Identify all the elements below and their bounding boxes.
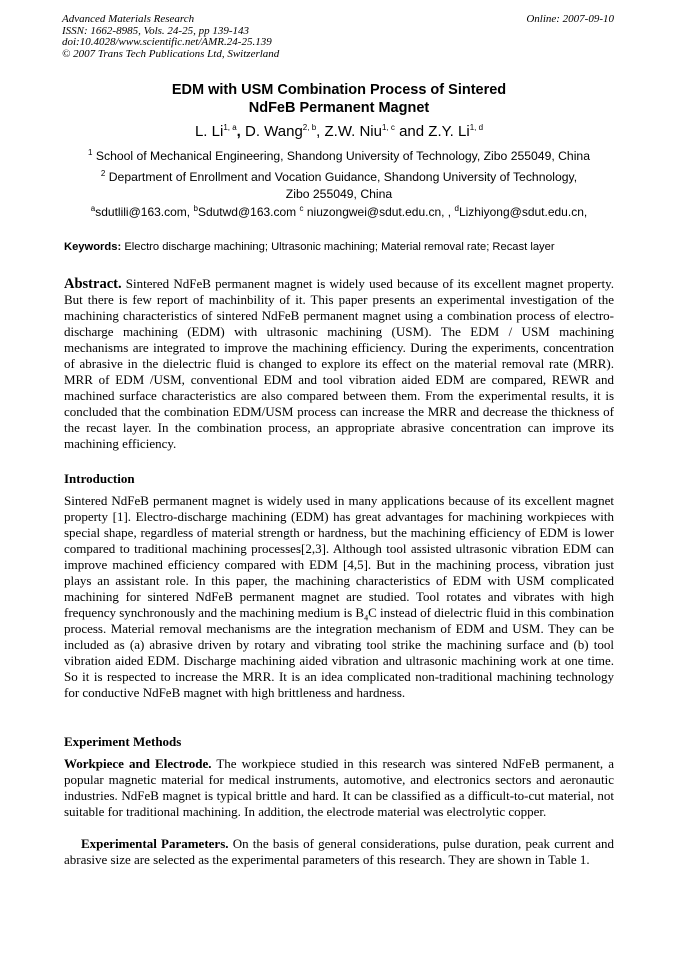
abstract-label: Abstract. (64, 276, 122, 292)
author-list (0, 122, 678, 141)
workpiece-label: Workpiece and Electrode. (64, 756, 212, 771)
title-line-1: EDM with USM Combination Process of Sintered (171, 82, 507, 98)
author-separator: , (236, 123, 245, 140)
experiment-heading: Experiment Methods (64, 734, 182, 749)
affiliation-text: Zibo 255049, China (285, 187, 393, 201)
workpiece-text: The workpiece studied in this research was sintered NdFeB permanent, a popular magnetic material for medical instruments, automotive, and electronics sectors and aeronautic industries. NdFeB magnet is typical brittle and hard. It can be classified as a difficult-to-cut material, not suitable for traditional machining. In addition, the electrode material was electrolytic copper. (64, 756, 614, 819)
abstract-text: Sintered NdFeB permanent magnet is widely used because of its excellent magnet property. But there is few report of machinbility of it. This paper presents an experimental investigation of the machining characteristics of sintered NdFeB permanent magnet using a combination process of electro-discharge machining (EDM) with ultrasonic machining (USM). The EDM / USM machining mechanisms are integrated to improve the machining efficiency. During the experiments, concentration of abrasive in the dielectric fluid is changed to explore its effect on the material removal rate (MRR). MRR of EDM /USM, conventional EDM and tool vibration aided EDM are compared, REWR and machined surface characteristics are also compared between them. From the experimental results, it is concluded that the combination EDM/USM process can increase the MRR and decrease the thickness of the recast layer. In the combination process, an appropriate abrasive concentration can improve its machining efficiency. (64, 276, 614, 451)
journal-name: Advanced Materials Research (62, 13, 195, 25)
email-mark: c (299, 204, 304, 213)
introduction-text: Sintered NdFeB permanent magnet is widely used in many applications because of its excellent magnet property [1]. Electro-discharge machining (EDM) has great advantages for machining workpieces with special shape, regardless of material strength or hardness, but the machining efficiency of EDM is lower compared to traditional machining processes[2,3]. Although tool assisted ultrasonic vibration EDM can improve machined efficiency compared with EDM [4,5]. But in the machining process, vibration just plays an assistant role. In this paper, the machining characteristics of EDM with USM complicated machining for sintered NdFeB permanent magnet are studied. Tool rotates and vibrates with high frequency synchronously and the machining medium is B (64, 493, 614, 620)
author-name: L. Li (194, 123, 224, 140)
author-affiliation-mark: 1, a (223, 123, 237, 132)
keywords (64, 240, 614, 255)
workpiece-paragraph (64, 756, 614, 820)
email-address[interactable]: Lizhiyong@sdut.edu.cn, (458, 205, 588, 219)
abstract (64, 276, 614, 452)
affiliation-1 (70, 148, 608, 165)
email-mark: a (90, 204, 96, 213)
online-date: Online: 2007-09-10 (526, 13, 614, 25)
parameters-paragraph (64, 836, 614, 868)
email-list (0, 205, 678, 220)
affiliation-number: 2 (100, 168, 106, 178)
keywords-text: Electro discharge machining; Ultrasonic machining; Material removal rate; Recast layer (124, 241, 555, 253)
author-separator: and (394, 123, 429, 140)
introduction-heading: Introduction (64, 471, 135, 486)
author-affiliation-mark: 1, c (382, 123, 395, 132)
doi-line: doi:10.4028/www.scientific.net/AMR.24-25.139 (62, 36, 272, 48)
keywords-label: Keywords: (64, 241, 122, 253)
email-address[interactable]: Sdutwd@163.com (197, 205, 297, 219)
email-mark: d (454, 204, 459, 213)
affiliation-text: Department of Enrollment and Vocation Guidance, Shandong University of Technology, (108, 170, 578, 184)
journal-header (62, 14, 279, 60)
author-name: D. Wang (245, 123, 303, 140)
email-address[interactable]: niuzongwei@sdut.edu.cn, , (306, 205, 452, 219)
email-mark: b (193, 204, 198, 213)
author-separator: , (316, 123, 325, 140)
introduction-text: C instead of dielectric fluid in this combination process. Material removal mechanisms are the integration mechanism of EDM and USM. They can be included as (a) abrasive driven by rotary and vibrating tool strike the machining surface and (b) tool vibration aided EDM. Discharge machining aided vibration and ultrasonic machining work at one time. So it is respected to increase the MRR. It is an idea complicated non-traditional machining technology for conductive NdFeB magnet with high brittleness and hardness. (64, 605, 614, 700)
author-name: Z.Y. Li (428, 123, 470, 140)
parameters-label: Experimental Parameters. (81, 836, 229, 851)
copyright-line: © 2007 Trans Tech Publications Ltd, Switzerland (62, 47, 280, 60)
affiliation-2 (70, 169, 608, 203)
introduction-paragraph (64, 493, 614, 701)
title-line-2: NdFeB Permanent Magnet (248, 100, 430, 116)
email-address[interactable]: sdutlili@163.com, (95, 205, 194, 219)
paper-title (0, 81, 678, 117)
parameters-text: On the basis of general considerations, pulse duration, peak current and abrasive size are selected as the experimental parameters of this research. They are shown in Table 1. (64, 836, 615, 867)
affiliation-text: School of Mechanical Engineering, Shandong University of Technology, Zibo 255049, China (95, 149, 590, 163)
author-affiliation-mark: 1, d (469, 123, 484, 132)
introduction-subscript: 4 (364, 613, 369, 623)
issn-line: ISSN: 1662-8985, Vols. 24-25, pp 139-143 (62, 24, 249, 37)
affiliation-number: 1 (88, 147, 93, 157)
author-affiliation-mark: 2, b (302, 123, 317, 132)
author-name: Z.W. Niu (324, 123, 382, 140)
